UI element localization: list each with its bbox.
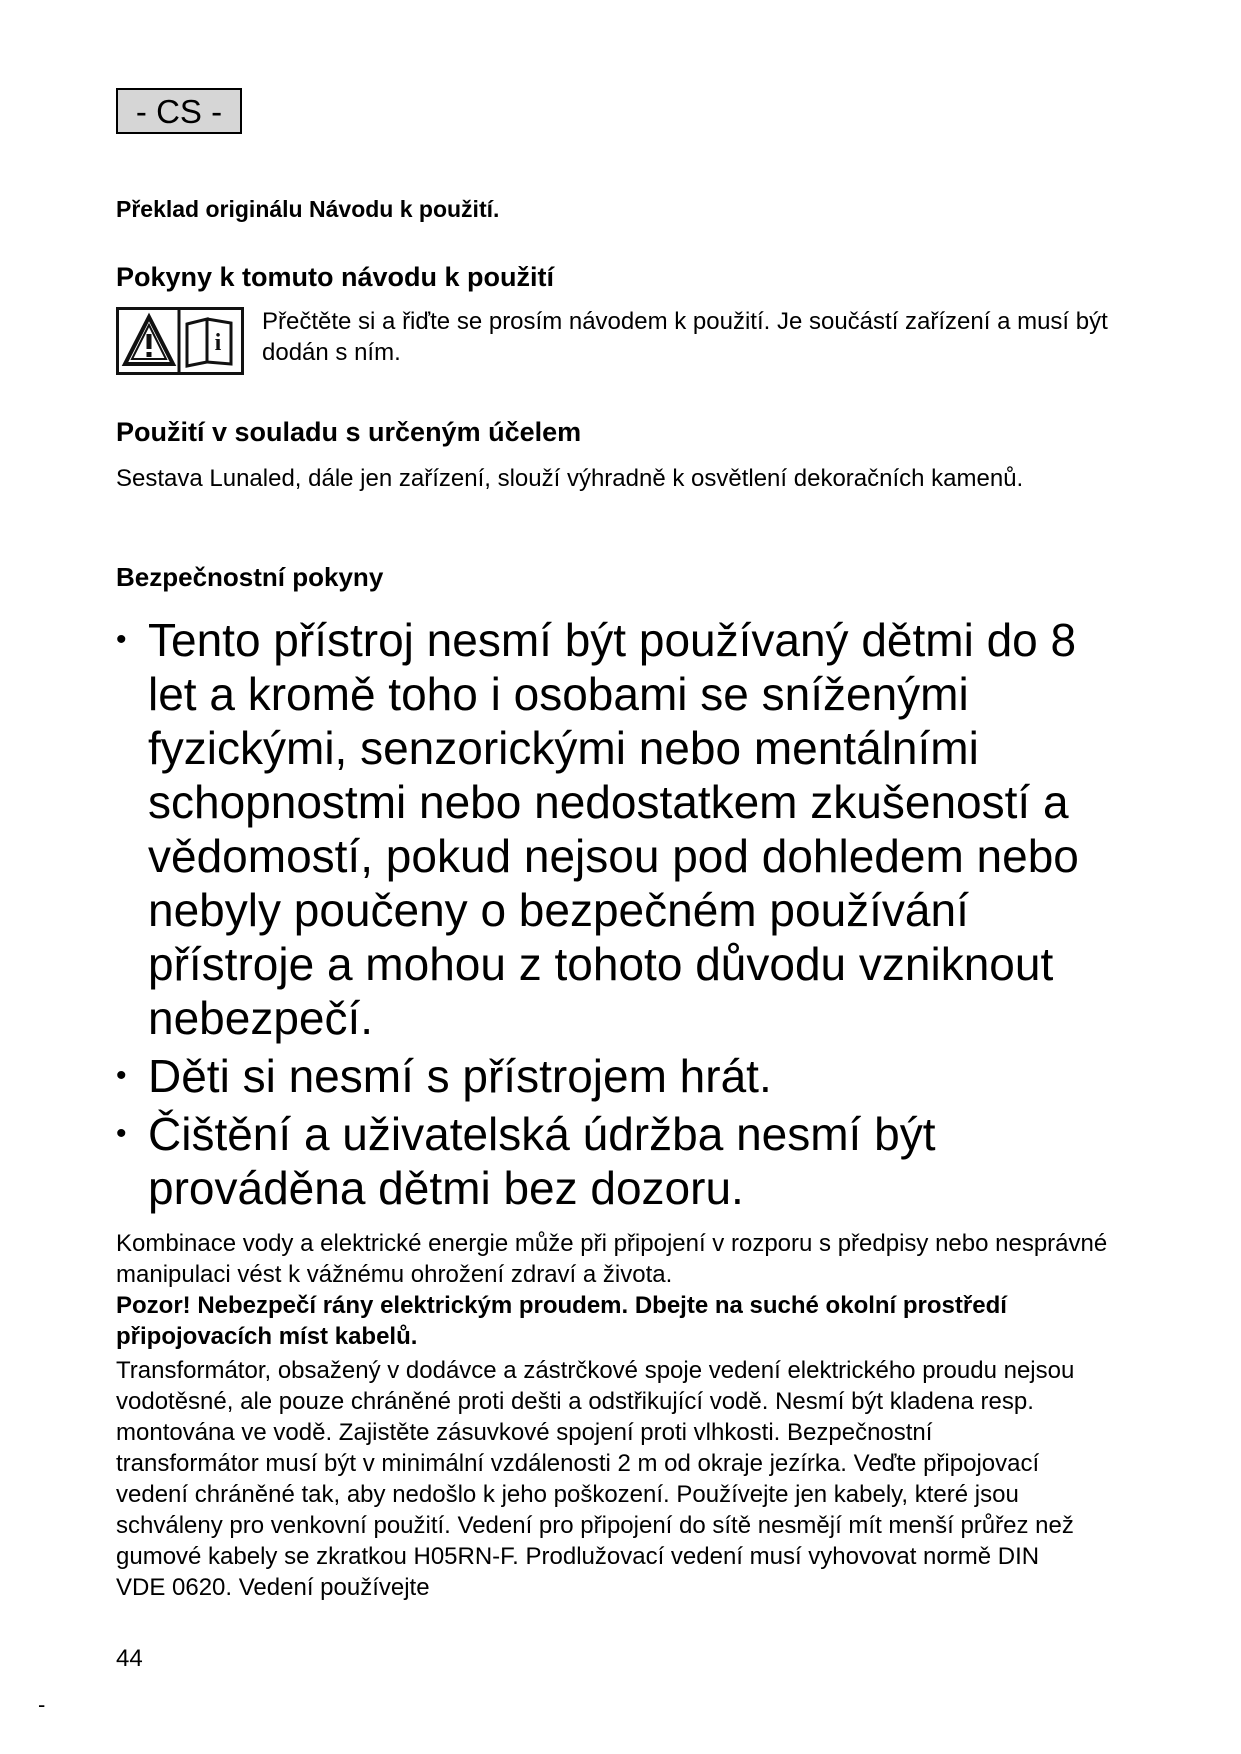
safety-bullet-text: Děti si nesmí s přístrojem hrát. — [148, 1050, 772, 1102]
footer-mark: - — [38, 1692, 46, 1717]
safety-bullet — [116, 1049, 1126, 1103]
electric-hazard-paragraph: Kombinace vody a elektrické energie může při připojení v rozporu s předpisy nebo nesprávné manipulaci vést k vážnému ohrožení zdraví a života. — [116, 1230, 1108, 1288]
manual-info-icon — [187, 319, 231, 366]
safety-bullet-text: Tento přístroj nesmí být používaný dětmi do 8 let a kromě toho i osobami se sníženými fyzickými, senzorickými nebo mentálními schopnostmi nebo nedostatkem zkušeností a vědomostí, pokud nejsou pod dohledem nebo nebyly poučeny o bezpečném používání přístroje a mohou z tohoto důvodu vzniknout nebezpečí. — [148, 614, 1079, 1044]
safety-bullet — [116, 1107, 1126, 1215]
shock-warning: Pozor! Nebezpečí rány elektrickým proudem. Dbejte na suché okolní prostředí připojovacích míst kabelů. — [116, 1292, 1007, 1350]
intended-use-text: Sestava Lunaled, dále jen zařízení, slouží výhradně k osvětlení dekoračních kamenů. — [116, 465, 1024, 492]
safety-icons-box — [116, 307, 244, 375]
svg-text:i: i — [214, 330, 222, 356]
bullet-icon: • — [116, 1059, 127, 1092]
heading-safety: Bezpečnostní pokyny — [116, 562, 384, 592]
page-number: 44 — [116, 1645, 143, 1672]
heading-intended-use: Použití v souladu s určeným účelem — [116, 417, 582, 447]
safety-bullet-text: Čištění a uživatelská údržba nesmí být prováděna dětmi bez dozoru. — [148, 1108, 936, 1214]
language-tag: - CS - — [116, 88, 242, 134]
bullet-icon: • — [116, 1117, 127, 1150]
transformer-paragraph: Transformátor, obsažený v dodávce a zástrčkové spoje vedení elektrického proudu nejsou vodotěsné, ale pouze chráněné proti dešti a odstřikující vodě. Nesmí být kladena resp. montována ve vodě. Zajistěte zásuvkové spojení proti vlhkosti. Bezpečnostní transformátor musí být v minimální vzdálenosti 2 m od okraje jezírka. Veďte připojovací vedení chráněné tak, aby nedošlo k jeho poškození. Používejte jen kabely, které jsou schváleny pro venkovní použití. Vedení pro připojení do sítě nesmějí mít menší průřez než gumové kabely se zkratkou H05RN-F. Prodlužovací vedení musí vyhovovat normě DIN VDE 0620. Vedení používejte — [116, 1357, 1075, 1601]
bullet-icon: • — [116, 623, 127, 656]
document-subtitle: Překlad originálu Návodu k použití. — [116, 196, 500, 222]
instructions-text: Přečtěte si a řiďte se prosím návodem k použití. Je součástí zařízení a musí být dodán s ním. — [262, 308, 1108, 366]
safety-bullet — [116, 613, 1126, 1045]
safety-bullet-list — [116, 613, 1126, 1219]
warning-triangle-icon — [125, 317, 173, 364]
heading-instructions: Pokyny k tomuto návodu k použití — [116, 262, 555, 292]
